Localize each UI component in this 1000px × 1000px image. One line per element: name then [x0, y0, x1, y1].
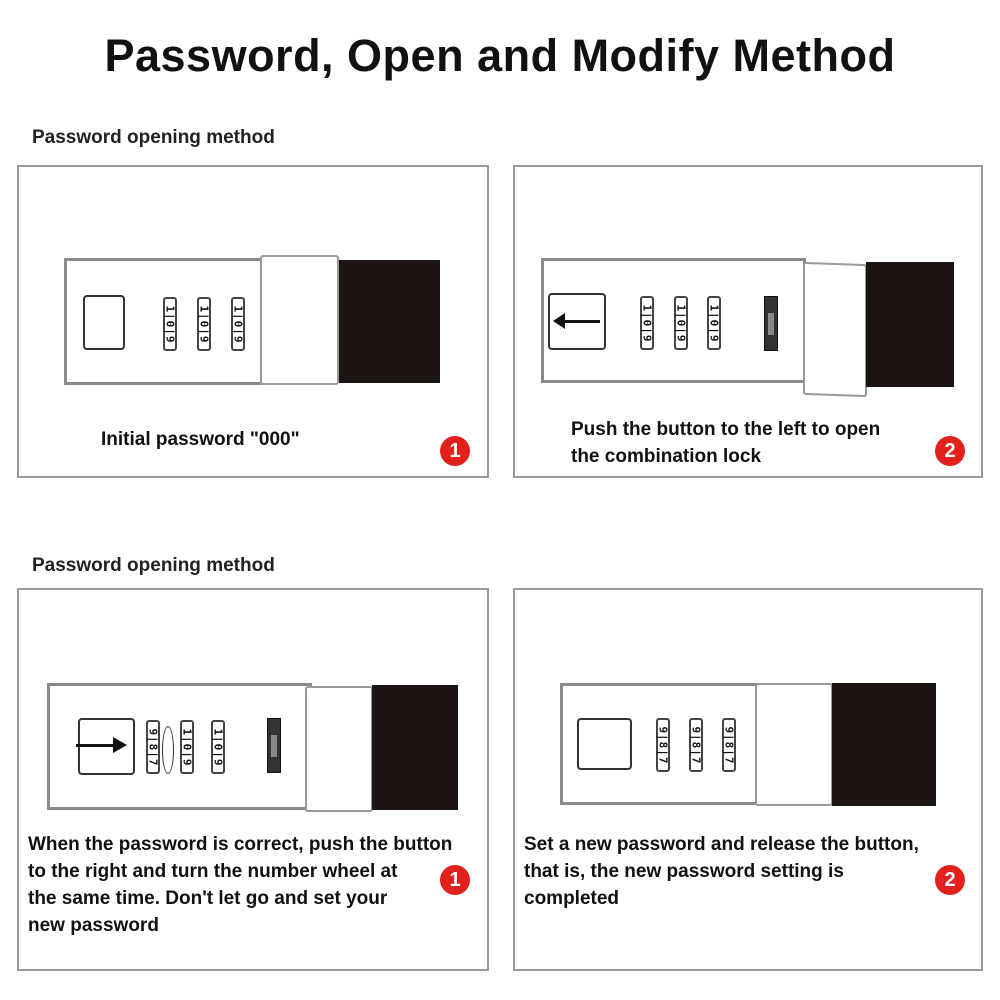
lock-black-block — [339, 260, 440, 383]
arrow-right-head-icon — [113, 737, 127, 753]
lock-black-block — [866, 262, 954, 387]
number-wheel: 1|0|9 — [640, 296, 654, 350]
number-wheel: 9|8|7 — [689, 718, 703, 772]
number-wheel: 9|8|7 — [656, 718, 670, 772]
step-badge: 2 — [935, 865, 965, 895]
number-wheel: 9|8|7 — [146, 720, 160, 774]
number-wheel: 1|0|9 — [211, 720, 225, 774]
rotate-icon — [162, 726, 174, 774]
step-caption: Set a new password and release the button, that is, the new password setting is completed — [524, 834, 919, 909]
lock-sleeve — [755, 683, 833, 806]
number-wheel: 1|0|9 — [163, 297, 177, 351]
section-label: Password opening method — [32, 127, 275, 148]
lock-button — [83, 295, 125, 350]
slider-switch — [267, 718, 281, 773]
number-wheel: 9|8|7 — [722, 718, 736, 772]
arrow-left-icon — [560, 320, 600, 323]
page-title: Password, Open and Modify Method — [104, 30, 896, 81]
section-label: Password opening method — [32, 555, 275, 576]
slider-switch — [764, 296, 778, 351]
lock-sleeve — [803, 262, 867, 397]
number-wheel: 1|0|9 — [197, 297, 211, 351]
lock-sleeve — [260, 255, 339, 385]
number-wheel: 1|0|9 — [180, 720, 194, 774]
number-wheel: 1|0|9 — [674, 296, 688, 350]
step-badge: 2 — [935, 436, 965, 466]
step-caption: When the password is correct, push the button to the right and turn the number wheel at the same time. Don't let go and set your new password — [28, 834, 453, 936]
arrow-right-icon — [76, 744, 116, 747]
lock-black-block — [372, 685, 458, 810]
lock-sleeve — [305, 686, 373, 812]
step-caption: Push the button to the left to open the combination lock — [571, 419, 881, 467]
arrow-left-head-icon — [553, 313, 565, 329]
step-badge: 1 — [440, 865, 470, 895]
step-badge: 1 — [440, 436, 470, 466]
lock-button — [577, 718, 632, 770]
number-wheel: 1|0|9 — [707, 296, 721, 350]
lock-black-block — [832, 683, 936, 806]
number-wheel: 1|0|9 — [231, 297, 245, 351]
step-caption: Initial password "000" — [101, 429, 300, 450]
